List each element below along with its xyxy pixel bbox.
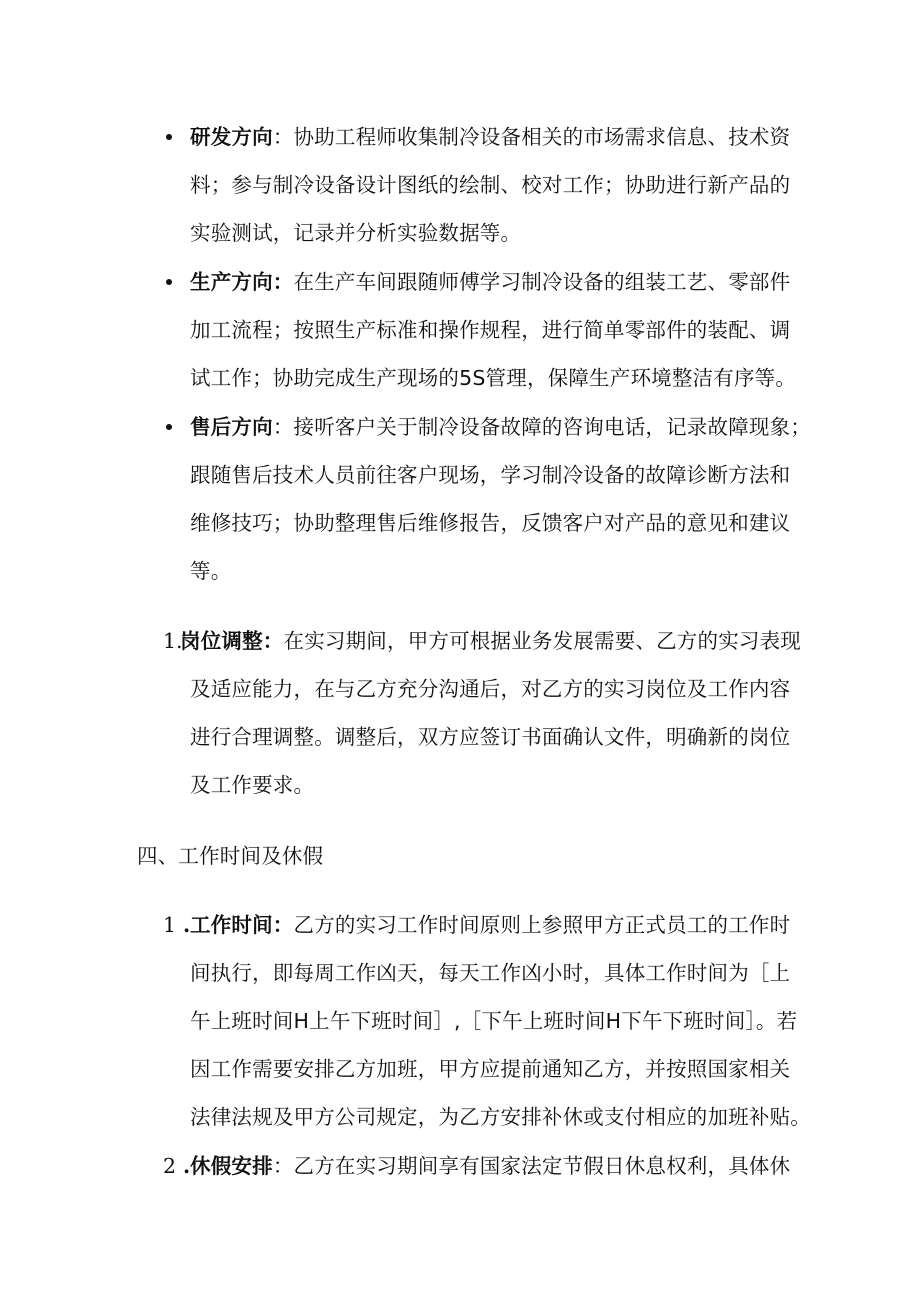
item-title: 岗位调整： — [180, 629, 284, 653]
section-heading: 四、工作时间及休假 — [137, 844, 324, 868]
item-line: 及适应能力，在与乙方充分沟通后，对乙方的实习岗位及工作内容 — [190, 677, 791, 701]
bullet-line: 生产方向：在生产车间跟随师傅学习制冷设备的组装工艺、零部件 — [190, 270, 791, 294]
item-line: 及工作要求。 — [190, 773, 315, 797]
item-line: 进行合理调整。调整后，双方应签订书面确认文件，明确新的岗位 — [190, 725, 791, 749]
item-line: 工作时间：乙方的实习工作时间原则上参照甲方正式员工的工作时 — [190, 913, 791, 937]
bullet-dot-icon — [166, 134, 172, 140]
item-line: 法律法规及甲方公司规定，为乙方安排补休或支付相应的加班补贴。 — [190, 1105, 811, 1129]
item-number: 1. — [163, 629, 183, 653]
bullet-title: 售后方向 — [190, 415, 273, 439]
bullet-line: 售后方向：接听客户关于制冷设备故障的咨询电话，记录故障现象； — [190, 415, 812, 439]
bullet-line: 维修技巧；协助整理售后维修报告，反馈客户对产品的意见和建议 — [190, 511, 791, 535]
bullet-dot-icon — [166, 279, 172, 285]
bullet-line: 试工作；协助完成生产现场的5S管理，保障生产环境整洁有序等。 — [190, 366, 797, 390]
bullet-title: 研发方向 — [190, 125, 273, 149]
item-line: 休假安排：乙方在实习期间享有国家法定节假日休息权利，具体休 — [190, 1154, 791, 1178]
item-number: 1 — [163, 913, 177, 937]
item-title: 休假安排 — [190, 1154, 273, 1178]
item-line: 午上班时间H上午下班时间］,［下午上班时间H下午下班时间］。若 — [190, 1009, 798, 1033]
item-title: 工作时间： — [190, 913, 294, 937]
bullet-line: 跟随售后技术人员前往客户现场，学习制冷设备的故障诊断方法和 — [190, 463, 791, 487]
bullet-title: 生产方向： — [190, 270, 294, 294]
bullet-dot-icon — [166, 424, 172, 430]
item-line: 因工作需要安排乙方加班，甲方应提前通知乙方，并按照国家相关 — [190, 1057, 791, 1081]
bullet-line: 实验测试，记录并分析实验数据等。 — [190, 221, 522, 245]
item-line: 岗位调整：在实习期间，甲方可根据业务发展需要、乙方的实习表现 — [180, 629, 801, 653]
item-dot: . — [183, 1154, 191, 1178]
item-number: 2 — [163, 1154, 177, 1178]
bullet-line: 加工流程；按照生产标准和操作规程，进行简单零部件的装配、调 — [190, 318, 791, 342]
item-dot: . — [183, 913, 191, 937]
bullet-line: 等。 — [190, 559, 232, 583]
bullet-line: 研发方向：协助工程师收集制冷设备相关的市场需求信息、技术资 — [190, 125, 791, 149]
item-line: 间执行，即每周工作凶天，每天工作凶小时，具体工作时间为［上 — [190, 961, 791, 985]
bullet-line: 料；参与制冷设备设计图纸的绘制、校对工作；协助进行新产品的 — [190, 173, 791, 197]
